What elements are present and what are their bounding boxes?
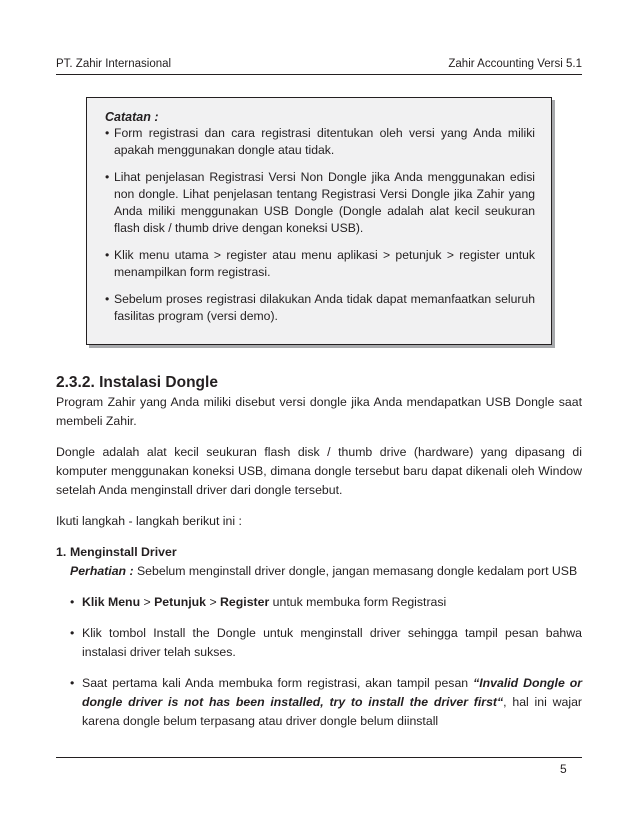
note-item-text: Form registrasi dan cara registrasi ditentukan oleh versi yang Anda miliki apakah menggunakan dongle atau tidak.: [114, 126, 535, 157]
page-header: [56, 58, 582, 70]
note-item-text: Lihat penjelasan Registrasi Versi Non Dongle jika Anda menggunakan edisi non dongle. Lihat penjelasan tentang Registrasi Versi Dongle jika Zahir yang Anda miliki menggunakan USB Dongle (Dongle adalah alat kecil seukuran flash disk / thumb drive dengan koneksi USB).: [114, 170, 535, 235]
main-content: [56, 373, 582, 731]
bullet-icon: •: [105, 292, 110, 306]
caution-text: Sebelum menginstall driver dongle, jangan memasang dongle kedalam port USB: [133, 564, 578, 578]
bullet-icon: •: [105, 126, 110, 140]
menu-label: Klik Menu: [82, 595, 141, 609]
note-title: Catatan :: [105, 110, 159, 124]
bullet-icon: •: [70, 626, 75, 640]
list-item: • Klik Menu > Petunjuk > Register untuk membuka form Registrasi: [70, 593, 582, 612]
note-item: [105, 169, 535, 237]
list-item: [70, 624, 582, 662]
paragraph: Ikuti langkah - langkah berikut ini :: [56, 514, 242, 528]
note-item: [105, 247, 535, 281]
note-item: [105, 125, 535, 159]
page-number: 5: [560, 762, 567, 776]
paragraph: Program Zahir yang Anda miliki disebut versi dongle jika Anda mendapatkan USB Dongle saat membeli Zahir.: [56, 395, 582, 428]
section-title: 2.3.2. Instalasi Dongle: [56, 374, 218, 391]
bullet-icon: •: [70, 676, 75, 690]
bullet-icon: •: [105, 170, 110, 184]
register-label: Register: [220, 595, 270, 609]
caution-note: [70, 562, 582, 581]
bullet-icon: •: [70, 595, 75, 609]
header-product: Zahir Accounting Versi 5.1: [448, 58, 582, 70]
paragraph: Dongle adalah alat kecil seukuran flash disk / thumb drive (hardware) yang dipasang di komputer menggunakan koneksi USB, dimana dongle tersebut baru dapat dikenali oleh Window setelah Anda menginstall driver dari dongle tersebut.: [56, 445, 582, 497]
list-item: • Saat pertama kali Anda membuka form registrasi, akan tampil pesan “Invalid Dongle or dongle driver is not has been installed, try to install the driver first“, hal ini wajar karena dongle belum terpasang atau driver dongle belum diinstall: [70, 674, 582, 731]
caution-label: Perhatian :: [70, 564, 134, 578]
error-message: “Invalid Dongle or dongle driver is not has been installed, try to install the driver first“: [82, 676, 583, 709]
list-item-text: Klik tombol Install the Dongle untuk menginstall driver sehingga tampil pesan bahwa instalasi driver telah sukses.: [82, 626, 582, 659]
note-box: [86, 97, 552, 345]
bullet-icon: •: [105, 248, 110, 262]
step-title: Menginstall Driver: [70, 545, 177, 559]
note-item-text: Klik menu utama > register atau menu aplikasi > petunjuk > register untuk menampilkan form registrasi.: [114, 248, 535, 279]
note-item-text: Sebelum proses registrasi dilakukan Anda tidak dapat memanfaatkan seluruh fasilitas program (versi demo).: [114, 292, 535, 323]
header-company: PT. Zahir Internasional: [56, 58, 172, 70]
petunjuk-label: Petunjuk: [154, 595, 207, 609]
note-item: [105, 291, 535, 325]
header-divider: [56, 74, 582, 75]
step-number: 1.: [56, 545, 67, 559]
footer-divider: [56, 757, 582, 758]
step-heading: [56, 543, 582, 562]
